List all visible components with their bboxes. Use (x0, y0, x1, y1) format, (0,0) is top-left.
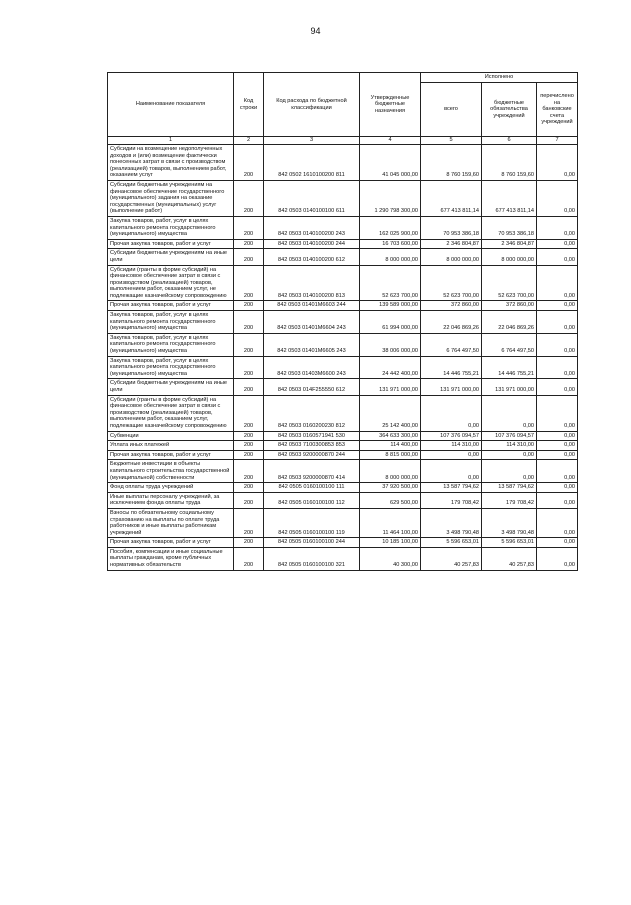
row-executed-transferred: 0,00 (537, 395, 578, 431)
row-classification-code: 842 0503 0140100200 243 (264, 216, 360, 239)
row-approved-amount: 162 025 900,00 (360, 216, 421, 239)
row-executed-obligations: 14 446 755,21 (482, 356, 537, 379)
table-row (108, 395, 578, 431)
row-executed-total: 107 376 094,57 (421, 431, 482, 441)
row-line-code: 200 (234, 547, 264, 570)
row-approved-amount: 8 000 000,00 (360, 460, 421, 483)
row-classification-code: 842 0503 0160200230 812 (264, 395, 360, 431)
column-number: 7 (537, 137, 578, 145)
header-obligations: бюджетные обязательства учреждений (482, 83, 537, 137)
row-name: Субсидии (гранты в форме субсидий) на финансовое обеспечение затрат в связи с производством (реализацией) товаров, выполнением работ, оказанием услуг, подлежащие казначейскому сопровождению (108, 395, 234, 431)
row-approved-amount: 10 185 100,00 (360, 538, 421, 548)
row-executed-transferred: 0,00 (537, 239, 578, 249)
row-name: Субвенции (108, 431, 234, 441)
row-classification-code: 842 0503 01401M6605 243 (264, 333, 360, 356)
row-line-code: 200 (234, 395, 264, 431)
table-row (108, 301, 578, 311)
row-name: Фонд оплаты труда учреждений (108, 483, 234, 493)
row-classification-code: 842 0503 0160571941 530 (264, 431, 360, 441)
row-executed-total: 2 346 804,87 (421, 239, 482, 249)
row-line-code: 200 (234, 431, 264, 441)
table-row (108, 547, 578, 570)
row-executed-transferred: 0,00 (537, 180, 578, 216)
row-classification-code: 842 0503 01401M6604 243 (264, 311, 360, 334)
row-executed-obligations: 677 413 811,14 (482, 180, 537, 216)
page-number: 94 (310, 26, 321, 36)
row-executed-total: 131 971 000,00 (421, 379, 482, 395)
row-approved-amount: 364 633 300,00 (360, 431, 421, 441)
table-row (108, 460, 578, 483)
row-executed-obligations: 179 708,42 (482, 492, 537, 508)
row-executed-total: 5 596 653,01 (421, 538, 482, 548)
row-line-code: 200 (234, 460, 264, 483)
row-classification-code: 842 0505 0160100100 111 (264, 483, 360, 493)
row-line-code: 200 (234, 301, 264, 311)
row-classification-code: 842 0503 0140100200 612 (264, 249, 360, 265)
row-executed-transferred: 0,00 (537, 431, 578, 441)
row-executed-obligations: 52 623 700,00 (482, 265, 537, 301)
row-approved-amount: 114 400,00 (360, 441, 421, 451)
row-executed-transferred: 0,00 (537, 333, 578, 356)
row-line-code: 200 (234, 265, 264, 301)
row-approved-amount: 11 464 100,00 (360, 508, 421, 537)
table-row (108, 431, 578, 441)
row-executed-obligations: 0,00 (482, 450, 537, 460)
row-executed-transferred: 0,00 (537, 460, 578, 483)
table-row (108, 239, 578, 249)
row-name: Закупка товаров, работ, услуг в целях капитального ремонта государственного (муниципального) имущества (108, 356, 234, 379)
row-executed-total: 52 623 700,00 (421, 265, 482, 301)
row-executed-obligations: 0,00 (482, 460, 537, 483)
row-name: Субсидии бюджетным учреждениям на иные цели (108, 249, 234, 265)
row-line-code: 200 (234, 450, 264, 460)
row-executed-transferred: 0,00 (537, 356, 578, 379)
row-executed-total: 179 708,42 (421, 492, 482, 508)
row-executed-total: 6 764 497,50 (421, 333, 482, 356)
table-row (108, 180, 578, 216)
row-approved-amount: 8 000 000,00 (360, 249, 421, 265)
row-executed-obligations: 22 046 869,26 (482, 311, 537, 334)
row-classification-code: 842 0503 01403M6600 243 (264, 356, 360, 379)
row-name: Взносы по обязательному социальному страхованию на выплаты по оплате труда работников и иные выплаты работникам учреждений (108, 508, 234, 537)
row-line-code: 200 (234, 239, 264, 249)
row-classification-code: 842 0503 7100300853 853 (264, 441, 360, 451)
row-classification-code: 842 0503 0140100200 813 (264, 265, 360, 301)
row-executed-obligations: 8 760 159,60 (482, 145, 537, 181)
row-executed-total: 8 760 159,60 (421, 145, 482, 181)
row-executed-transferred: 0,00 (537, 145, 578, 181)
row-executed-transferred: 0,00 (537, 450, 578, 460)
row-classification-code: 842 0503 0140100100 611 (264, 180, 360, 216)
row-approved-amount: 40 300,00 (360, 547, 421, 570)
row-name: Субсидии на возмещение недополученных доходов и (или) возмещение фактически понесенных затрат в связи с производством (реализацией) товаров, выполнением работ, оказанием услуг (108, 145, 234, 181)
table-row (108, 508, 578, 537)
budget-execution-table (107, 72, 578, 571)
row-approved-amount: 1 290 798 300,00 (360, 180, 421, 216)
row-name: Прочая закупка товаров, работ и услуг (108, 450, 234, 460)
table-row (108, 483, 578, 493)
table-row (108, 216, 578, 239)
row-executed-total: 13 587 794,62 (421, 483, 482, 493)
column-number-row (108, 137, 578, 145)
row-executed-transferred: 0,00 (537, 547, 578, 570)
row-line-code: 200 (234, 356, 264, 379)
row-approved-amount: 25 142 400,00 (360, 395, 421, 431)
row-name: Уплата иных платежей (108, 441, 234, 451)
row-executed-transferred: 0,00 (537, 441, 578, 451)
row-classification-code: 842 0505 0160100100 119 (264, 508, 360, 537)
row-classification-code: 842 0505 0160100100 112 (264, 492, 360, 508)
row-line-code: 200 (234, 379, 264, 395)
row-line-code: 200 (234, 216, 264, 239)
row-executed-transferred: 0,00 (537, 301, 578, 311)
table-row (108, 492, 578, 508)
row-executed-obligations: 3 498 790,48 (482, 508, 537, 537)
row-executed-obligations: 40 257,83 (482, 547, 537, 570)
table-row (108, 538, 578, 548)
row-line-code: 200 (234, 249, 264, 265)
table-row (108, 356, 578, 379)
row-approved-amount: 139 589 000,00 (360, 301, 421, 311)
table-row (108, 311, 578, 334)
row-executed-transferred: 0,00 (537, 311, 578, 334)
column-number: 6 (482, 137, 537, 145)
row-executed-total: 0,00 (421, 450, 482, 460)
table-row (108, 145, 578, 181)
row-executed-transferred: 0,00 (537, 379, 578, 395)
row-classification-code: 842 0503 9200000870 414 (264, 460, 360, 483)
row-executed-total: 372 860,00 (421, 301, 482, 311)
row-name: Прочая закупка товаров, работ и услуг (108, 239, 234, 249)
row-executed-total: 70 953 386,18 (421, 216, 482, 239)
row-executed-obligations: 0,00 (482, 395, 537, 431)
row-approved-amount: 629 500,00 (360, 492, 421, 508)
row-name: Бюджетные инвестиции в объекты капитального строительства государственной (муниципальной) собственности (108, 460, 234, 483)
row-line-code: 200 (234, 333, 264, 356)
row-approved-amount: 24 442 400,00 (360, 356, 421, 379)
row-classification-code: 842 0503 9200000870 244 (264, 450, 360, 460)
row-executed-total: 8 000 000,00 (421, 249, 482, 265)
row-executed-obligations: 372 860,00 (482, 301, 537, 311)
row-name: Прочая закупка товаров, работ и услуг (108, 301, 234, 311)
row-name: Субсидии бюджетным учреждениям на иные цели (108, 379, 234, 395)
row-executed-obligations: 8 000 000,00 (482, 249, 537, 265)
row-name: Субсидии (гранты в форме субсидий) на финансовое обеспечение затрат в связи с производством (реализацией) товаров, выполнением работ, оказанием услуг, не подлежащие казначейскому сопровождению (108, 265, 234, 301)
row-executed-total: 0,00 (421, 460, 482, 483)
row-executed-obligations: 6 764 497,50 (482, 333, 537, 356)
table-row (108, 333, 578, 356)
row-approved-amount: 61 994 000,00 (360, 311, 421, 334)
row-approved-amount: 37 920 500,00 (360, 483, 421, 493)
header-line-code: Код строки (234, 73, 264, 137)
row-name: Иные выплаты персоналу учреждений, за исключением фонда оплаты труда (108, 492, 234, 508)
row-executed-obligations: 13 587 794,62 (482, 483, 537, 493)
row-classification-code: 842 0505 0160100100 321 (264, 547, 360, 570)
row-executed-transferred: 0,00 (537, 492, 578, 508)
row-approved-amount: 131 971 000,00 (360, 379, 421, 395)
table-row (108, 265, 578, 301)
row-name: Пособия, компенсации и иные социальные выплаты гражданам, кроме публичных нормативных обязательств (108, 547, 234, 570)
row-executed-transferred: 0,00 (537, 508, 578, 537)
row-name: Закупка товаров, работ, услуг в целях капитального ремонта государственного (муниципального) имущества (108, 311, 234, 334)
row-approved-amount: 52 623 700,00 (360, 265, 421, 301)
row-classification-code: 842 0503 0140100200 244 (264, 239, 360, 249)
table-row (108, 450, 578, 460)
table-row (108, 379, 578, 395)
row-executed-total: 22 046 869,26 (421, 311, 482, 334)
row-line-code: 200 (234, 538, 264, 548)
row-line-code: 200 (234, 145, 264, 181)
header-total: всего (421, 83, 482, 137)
column-number: 5 (421, 137, 482, 145)
row-executed-total: 0,00 (421, 395, 482, 431)
row-name: Прочая закупка товаров, работ и услуг (108, 538, 234, 548)
header-classification-code: Код расхода по бюджетной классификации (264, 73, 360, 137)
row-executed-obligations: 2 346 804,87 (482, 239, 537, 249)
header-executed: Исполнено (421, 73, 578, 83)
row-executed-total: 677 413 811,14 (421, 180, 482, 216)
row-executed-obligations: 107 376 094,57 (482, 431, 537, 441)
row-name: Субсидии бюджетным учреждениям на финансовое обеспечение государственного (муниципального) задания на оказание государственных (муниципальных) услуг (выполнение работ) (108, 180, 234, 216)
row-name: Закупка товаров, работ, услуг в целях капитального ремонта государственного (муниципального) имущества (108, 216, 234, 239)
row-line-code: 200 (234, 492, 264, 508)
row-executed-total: 3 498 790,48 (421, 508, 482, 537)
row-executed-total: 114 310,00 (421, 441, 482, 451)
row-executed-transferred: 0,00 (537, 249, 578, 265)
column-number: 2 (234, 137, 264, 145)
row-executed-obligations: 131 971 000,00 (482, 379, 537, 395)
row-line-code: 200 (234, 483, 264, 493)
row-executed-total: 40 257,83 (421, 547, 482, 570)
row-line-code: 200 (234, 311, 264, 334)
column-number: 3 (264, 137, 360, 145)
row-approved-amount: 38 006 000,00 (360, 333, 421, 356)
row-classification-code: 842 0503 014F255550 612 (264, 379, 360, 395)
row-classification-code: 842 0505 0160100100 244 (264, 538, 360, 548)
table-row (108, 441, 578, 451)
row-executed-transferred: 0,00 (537, 483, 578, 493)
header-approved: Утвержденные бюджетные назначения (360, 73, 421, 137)
row-approved-amount: 8 815 000,00 (360, 450, 421, 460)
row-line-code: 200 (234, 441, 264, 451)
row-name: Закупка товаров, работ, услуг в целях капитального ремонта государственного (муниципального) имущества (108, 333, 234, 356)
header-name: Наименование показателя (108, 73, 234, 137)
row-executed-transferred: 0,00 (537, 538, 578, 548)
row-executed-obligations: 114 310,00 (482, 441, 537, 451)
table-row (108, 249, 578, 265)
row-executed-transferred: 0,00 (537, 216, 578, 239)
header-transferred: перечислено на банковские счета учреждений (537, 83, 578, 137)
row-executed-transferred: 0,00 (537, 265, 578, 301)
row-line-code: 200 (234, 180, 264, 216)
row-approved-amount: 41 045 000,00 (360, 145, 421, 181)
row-classification-code: 842 0502 1610100200 811 (264, 145, 360, 181)
column-number: 4 (360, 137, 421, 145)
column-number: 1 (108, 137, 234, 145)
row-approved-amount: 16 703 600,00 (360, 239, 421, 249)
row-executed-obligations: 70 953 386,18 (482, 216, 537, 239)
row-executed-total: 14 446 755,21 (421, 356, 482, 379)
row-line-code: 200 (234, 508, 264, 537)
row-executed-obligations: 5 596 653,01 (482, 538, 537, 548)
row-classification-code: 842 0503 01401M6603 244 (264, 301, 360, 311)
